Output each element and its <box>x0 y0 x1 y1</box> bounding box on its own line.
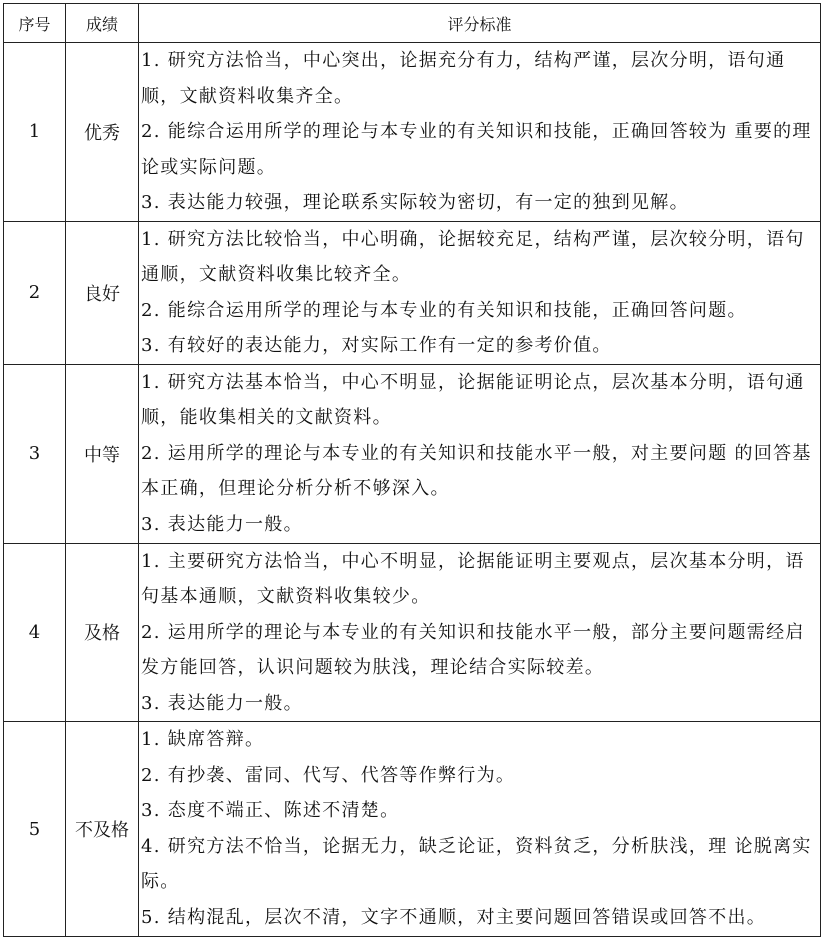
row-grade: 中等 <box>66 364 139 543</box>
row-index: 5 <box>4 722 66 937</box>
criteria-item: 1. 主要研究方法恰当，中心不明显，论据能证明主要观点，层次基本分明，语句基本通顺，文献资料收集较少。 <box>141 550 805 607</box>
criteria-item: 1. 研究方法恰当，中心突出，论据充分有力，结构严谨，层次分明，语句通顺，文献资料收集齐全。 <box>141 50 786 107</box>
row-grade: 及格 <box>66 543 139 722</box>
header-grade: 成绩 <box>66 4 139 43</box>
table-row <box>4 364 821 543</box>
row-index: 1 <box>4 43 66 222</box>
header-index: 序号 <box>4 4 66 43</box>
table-row <box>4 43 821 222</box>
criteria-item: 3. 表达能力一般。 <box>141 513 303 535</box>
criteria-item: 5. 结构混乱，层次不清，文字不通顺，对主要问题回答错误或回答不出。 <box>141 906 767 928</box>
header-criteria: 评分标准 <box>139 4 821 43</box>
row-criteria <box>139 221 821 364</box>
criteria-item: 3. 态度不端正、陈述不清楚。 <box>141 800 400 821</box>
row-grade: 良好 <box>66 221 139 364</box>
criteria-item: 2. 能综合运用所学的理论与本专业的有关知识和技能，正确回答较为 重要的理论或实际问题。 <box>141 121 812 178</box>
criteria-item: 1. 研究方法比较恰当，中心明确，论据较充足，结构严谨，层次较分明，语句通顺，文献资料收集比较齐全。 <box>141 228 805 285</box>
criteria-item: 3. 表达能力较强，理论联系实际较为密切，有一定的独到见解。 <box>141 192 689 213</box>
row-criteria <box>139 43 821 222</box>
criteria-item: 4. 研究方法不恰当，论据无力，缺乏论证，资料贫乏，分析肤浅，理 论脱离实际。 <box>141 835 812 892</box>
grading-standards-table <box>3 3 821 937</box>
row-index: 3 <box>4 364 66 543</box>
table-row <box>4 221 821 364</box>
table-row <box>4 543 821 722</box>
criteria-item: 2. 运用所学的理论与本专业的有关知识和技能水平一般，对主要问题 的回答基本正确，但理论分析分析不够深入。 <box>141 442 812 499</box>
row-criteria <box>139 722 821 937</box>
criteria-item: 2. 有抄袭、雷同、代写、代答等作弊行为。 <box>141 764 516 786</box>
criteria-item: 1. 研究方法基本恰当，中心不明显，论据能证明论点，层次基本分明，语句通顺，能收集相关的文献资料。 <box>141 371 805 428</box>
criteria-item: 2. 能综合运用所学的理论与本专业的有关知识和技能，正确回答问题。 <box>141 299 747 321</box>
grading-standards-table-wrapper <box>3 3 820 938</box>
criteria-item: 3. 有较好的表达能力，对实际工作有一定的参考价值。 <box>141 335 612 356</box>
row-criteria <box>139 364 821 543</box>
row-index: 2 <box>4 221 66 364</box>
criteria-item: 1. 缺席答辩。 <box>141 729 265 750</box>
row-criteria <box>139 543 821 722</box>
row-grade: 不及格 <box>66 722 139 937</box>
criteria-item: 3. 表达能力一般。 <box>141 692 303 714</box>
table-row <box>4 722 821 937</box>
row-index: 4 <box>4 543 66 722</box>
header-row <box>4 4 821 43</box>
criteria-item: 2. 运用所学的理论与本专业的有关知识和技能水平一般，部分主要问题需经启发方能回答，认识问题较为肤浅，理论结合实际较差。 <box>141 621 805 678</box>
row-grade: 优秀 <box>66 43 139 222</box>
